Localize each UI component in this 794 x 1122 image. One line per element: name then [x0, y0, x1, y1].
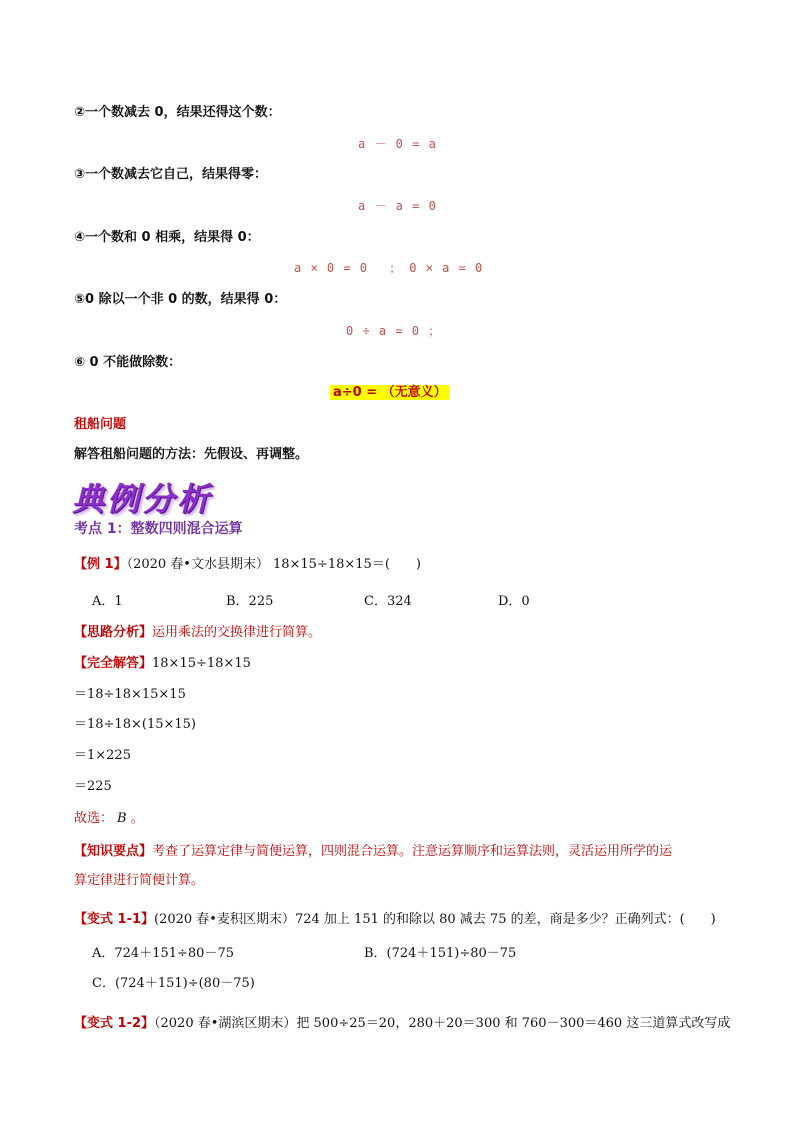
example1-option-d: D．0 — [498, 594, 530, 609]
rule-5-text: ⑤0 除以一个非 0 的数，结果得 0： — [74, 292, 287, 307]
variant1-tag: 【变式 1-1】 — [74, 912, 155, 927]
rule-3-text: ③一个数减去它自己，结果得零： — [74, 167, 268, 182]
rule-4-text: ④一个数和 0 相乘，结果得 0： — [74, 230, 260, 245]
variant2-line — [74, 1015, 730, 1033]
answer-end: 。 — [130, 811, 144, 826]
example1-source: （2020 春•文水县期末） — [126, 557, 269, 572]
rule-6-text: ⑥ 0 不能做除数： — [74, 355, 182, 370]
example1-option-c: C．324 — [364, 594, 412, 609]
knowledge-tag: 【知识要点】 — [74, 844, 153, 859]
analysis-tag: 【思路分析】 — [74, 625, 153, 640]
solution-step-4: ＝225 — [74, 779, 112, 794]
answer-value: B — [117, 811, 127, 826]
rule-6-formula — [330, 384, 450, 402]
variant1-option-b: B．(724＋151)÷80－75 — [364, 946, 517, 961]
solution-step-2: ＝18÷18×(15×15) — [74, 717, 196, 732]
rule-2-text: ②一个数减去 0，结果还得这个数： — [74, 105, 281, 120]
section-title: 典例分析 — [72, 480, 213, 518]
example1-option-a: A．1 — [92, 594, 123, 609]
solution-tag: 【完全解答】 — [74, 656, 153, 671]
boat-method: 解答租船问题的方法：先假设、再调整。 — [74, 447, 309, 462]
solution-step-3: ＝1×225 — [74, 748, 131, 763]
knowledge-text-1: 考查了运算定律与简便运算，四则混合运算。注意运算顺序和运算法则，灵活运用所学的运 — [152, 844, 673, 859]
example1-analysis — [74, 624, 321, 642]
rule-5-formula: 0 ÷ a = 0 ； — [346, 324, 442, 338]
answer-line — [74, 810, 144, 828]
knowledge-text-2: 算定律进行简便计算。 — [74, 873, 205, 888]
knowledge-line-1 — [74, 843, 672, 861]
example1-solution — [74, 655, 251, 673]
rule-4-formula: a × 0 = 0 ； 0 × a = 0 — [294, 261, 484, 275]
keypoint-heading: 考点 1：整数四则混合运算 — [74, 521, 243, 537]
solution-step-1: ＝18÷18×15×15 — [74, 687, 186, 702]
analysis-text: 运用乘法的交换律进行简算。 — [152, 625, 322, 640]
variant1-line — [74, 911, 716, 929]
rule-3-formula: a － a = 0 — [358, 199, 437, 213]
boat-heading: 租船问题 — [74, 417, 127, 432]
example1-option-b: B．225 — [226, 594, 274, 609]
rule-2-formula: a － 0 = a — [358, 137, 437, 151]
variant1-option-a: A．724＋151÷80－75 — [92, 946, 234, 961]
variant1-option-c: C．(724＋151)÷(80－75) — [92, 976, 255, 991]
rule-6-highlight: a÷0 = （无意义） — [330, 385, 450, 400]
example1-tag: 【例 1】 — [74, 557, 127, 572]
example1-question: 18×15÷18×15＝( ) — [272, 557, 421, 572]
example1-line — [74, 556, 421, 574]
solution-first: 18×15÷18×15 — [152, 656, 251, 671]
answer-label: 故选： — [74, 811, 114, 826]
variant1-text: (2020 春•麦积区期末）724 加上 151 的和除以 80 减去 75 的差，商是多少？正确列式：( ) — [154, 912, 716, 927]
variant2-text: （2020 春•湖滨区期末）把 500÷25＝20，280＋20＝300 和 760－300＝460 这三道算式改写成 — [154, 1016, 731, 1031]
variant2-tag: 【变式 1-2】 — [74, 1016, 155, 1031]
